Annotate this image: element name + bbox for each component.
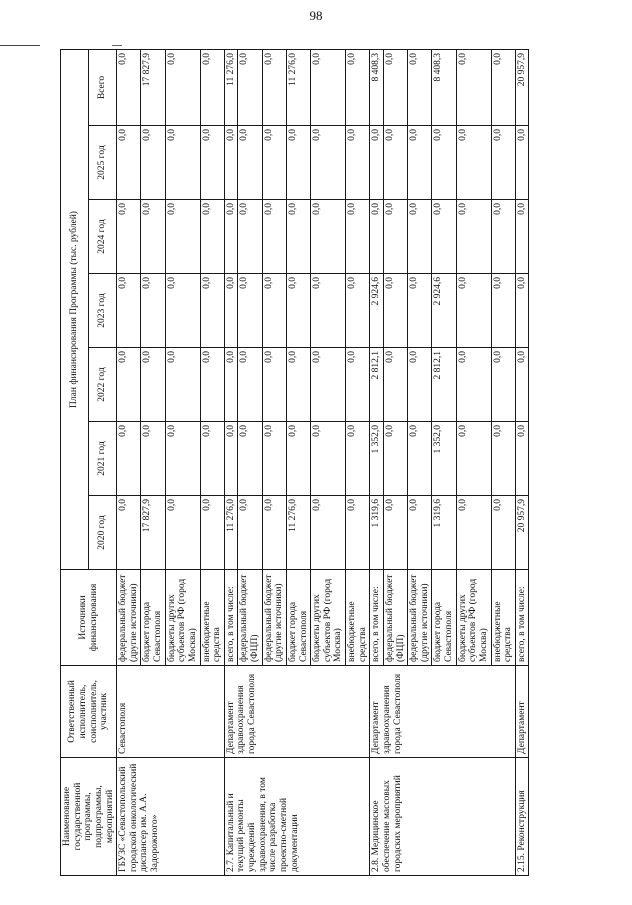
source-cell: федеральный бюджет (ФЦП)	[238, 570, 262, 666]
total-cell: 0,0	[346, 49, 370, 125]
responsible-cell: Департамент	[515, 666, 529, 758]
year-value-cell: 0,0	[238, 200, 262, 274]
year-value-cell: 0,0	[491, 422, 515, 496]
source-cell: всего, в том числе:	[224, 570, 238, 666]
total-cell: 17 827,9	[141, 49, 165, 125]
year-value-cell: 0,0	[200, 200, 224, 274]
year-value-cell: 0,0	[238, 274, 262, 348]
year-value-cell: 0,0	[200, 274, 224, 348]
header-responsible: Ответственный исполнитель, соисполнитель, участник	[61, 666, 117, 758]
event-name-cell: ГБУЗС «Севастопольский городской онкологический диспансер им. А.А. Задорожного»	[117, 758, 225, 876]
year-value-cell: 0,0	[286, 422, 310, 496]
year-value-cell: 2 812,1	[432, 348, 456, 422]
year-value-cell: 0,0	[515, 348, 529, 422]
event-name-cell: 2.15. Реконструкция	[515, 758, 529, 876]
total-cell: 0,0	[383, 49, 407, 125]
year-value-cell: 0,0	[238, 348, 262, 422]
year-value-cell: 0,0	[383, 126, 407, 200]
year-value-cell: 2 924,6	[370, 274, 384, 348]
event-name-cell: 2.7. Капитальный и текущий ремонты учреждений здравоохранения, в том числе разработка проектно-сметной документации	[224, 758, 370, 876]
year-value-cell: 0,0	[491, 274, 515, 348]
year-value-cell: 0,0	[238, 496, 262, 570]
year-value-cell: 0,0	[141, 422, 165, 496]
year-value-cell: 0,0	[117, 422, 141, 496]
header-year: 2022 год	[89, 348, 117, 422]
year-value-cell: 0,0	[262, 126, 286, 200]
year-value-cell: 0,0	[165, 200, 200, 274]
year-value-cell: 1 352,0	[432, 422, 456, 496]
year-value-cell: 0,0	[165, 422, 200, 496]
total-cell: 0,0	[456, 49, 491, 125]
year-value-cell: 0,0	[262, 274, 286, 348]
header-name: Наименование государственной программы, подпрограммы, мероприятий	[61, 758, 117, 876]
source-cell: бюджеты других субъектов РФ (город Москва)	[165, 570, 200, 666]
year-value-cell: 0,0	[117, 496, 141, 570]
total-cell: 0,0	[408, 49, 432, 125]
year-value-cell: 0,0	[491, 126, 515, 200]
total-cell: 0,0	[262, 49, 286, 125]
source-cell: федеральный бюджет (ФЦП)	[383, 570, 407, 666]
year-value-cell: 0,0	[456, 274, 491, 348]
financing-table	[60, 49, 529, 876]
year-value-cell: 0,0	[165, 126, 200, 200]
year-value-cell: 0,0	[370, 200, 384, 274]
year-value-cell: 0,0	[200, 126, 224, 200]
total-cell: 8 408,3	[432, 49, 456, 125]
year-value-cell: 0,0	[456, 496, 491, 570]
total-cell: 8 408,3	[370, 49, 384, 125]
year-value-cell: 17 827,9	[141, 496, 165, 570]
header-total: Всего	[89, 49, 117, 125]
header-year: 2020 год	[89, 496, 117, 570]
header-plan: План финансирования Программы (тыс. рублей)	[61, 49, 89, 569]
year-value-cell: 0,0	[346, 200, 370, 274]
year-value-cell: 0,0	[200, 496, 224, 570]
year-value-cell: 0,0	[408, 348, 432, 422]
year-value-cell: 0,0	[383, 348, 407, 422]
year-value-cell: 11 276,0	[224, 496, 238, 570]
table-body	[117, 49, 529, 875]
year-value-cell: 0,0	[346, 422, 370, 496]
year-value-cell: 0,0	[383, 274, 407, 348]
year-value-cell: 1 319,6	[370, 496, 384, 570]
header-year: 2023 год	[89, 274, 117, 348]
year-value-cell: 0,0	[432, 126, 456, 200]
year-value-cell: 0,0	[286, 200, 310, 274]
year-value-cell: 0,0	[286, 126, 310, 200]
year-value-cell: 0,0	[117, 348, 141, 422]
year-value-cell: 0,0	[346, 126, 370, 200]
event-name-cell: 2.8. Медицинское обеспечение массовых городских мероприятий	[370, 758, 516, 876]
year-value-cell: 0,0	[370, 126, 384, 200]
year-value-cell: 0,0	[311, 422, 346, 496]
scan-mark	[112, 45, 122, 46]
year-value-cell: 1 352,0	[370, 422, 384, 496]
year-value-cell: 0,0	[165, 348, 200, 422]
year-value-cell: 0,0	[311, 496, 346, 570]
year-value-cell: 0,0	[383, 422, 407, 496]
year-value-cell: 0,0	[224, 200, 238, 274]
year-value-cell: 0,0	[515, 126, 529, 200]
year-value-cell: 0,0	[515, 274, 529, 348]
source-cell: федеральный бюджет (другие источники)	[117, 570, 141, 666]
year-value-cell: 0,0	[117, 200, 141, 274]
header-row-1	[61, 49, 89, 875]
year-value-cell: 0,0	[141, 200, 165, 274]
year-value-cell: 0,0	[262, 200, 286, 274]
table-rotation-wrapper	[60, 50, 608, 876]
year-value-cell: 0,0	[346, 496, 370, 570]
table-row	[515, 49, 529, 875]
year-value-cell: 0,0	[432, 200, 456, 274]
year-value-cell: 0,0	[200, 422, 224, 496]
year-value-cell: 0,0	[491, 496, 515, 570]
responsible-cell: Департамент здравоохранения города Севастополя	[370, 666, 516, 758]
year-value-cell: 0,0	[456, 348, 491, 422]
total-cell: 0,0	[200, 49, 224, 125]
year-value-cell: 0,0	[286, 348, 310, 422]
source-cell: внебюджетные средства	[200, 570, 224, 666]
year-value-cell: 0,0	[224, 348, 238, 422]
year-value-cell: 0,0	[311, 348, 346, 422]
year-value-cell: 11 276,0	[286, 496, 310, 570]
total-cell: 11 276,0	[224, 49, 238, 125]
year-value-cell: 0,0	[456, 422, 491, 496]
year-value-cell: 0,0	[408, 200, 432, 274]
total-cell: 0,0	[491, 49, 515, 125]
source-cell: всего, в том числе:	[515, 570, 529, 666]
year-value-cell: 0,0	[383, 200, 407, 274]
source-cell: внебюджетные средства	[346, 570, 370, 666]
year-value-cell: 0,0	[456, 200, 491, 274]
year-value-cell: 0,0	[286, 274, 310, 348]
year-value-cell: 0,0	[262, 496, 286, 570]
source-cell: бюджет города Севастополя	[141, 570, 165, 666]
year-value-cell: 0,0	[238, 422, 262, 496]
header-year: 2021 год	[89, 422, 117, 496]
year-value-cell: 0,0	[224, 422, 238, 496]
year-value-cell: 0,0	[311, 200, 346, 274]
year-value-cell: 0,0	[141, 348, 165, 422]
year-value-cell: 0,0	[408, 422, 432, 496]
header-source: Источники финансирования	[61, 570, 117, 666]
total-cell: 0,0	[238, 49, 262, 125]
year-value-cell: 0,0	[311, 126, 346, 200]
year-value-cell: 1 319,6	[432, 496, 456, 570]
year-value-cell: 0,0	[515, 200, 529, 274]
year-value-cell: 0,0	[491, 200, 515, 274]
year-value-cell: 0,0	[515, 422, 529, 496]
source-cell: бюджеты других субъектов РФ (город Москва)	[311, 570, 346, 666]
source-cell: федеральный бюджет (другие источники)	[408, 570, 432, 666]
responsible-cell: Департамент здравоохранения города Севастополя	[224, 666, 370, 758]
year-value-cell: 20 957,9	[515, 496, 529, 570]
year-value-cell: 0,0	[262, 348, 286, 422]
year-value-cell: 0,0	[262, 422, 286, 496]
source-cell: бюджет города Севастополя	[432, 570, 456, 666]
table-row	[370, 49, 384, 875]
total-cell: 20 957,9	[515, 49, 529, 125]
year-value-cell: 0,0	[165, 274, 200, 348]
responsible-cell: Севастополя	[117, 666, 225, 758]
table-row	[224, 49, 238, 875]
year-value-cell: 0,0	[408, 496, 432, 570]
year-value-cell: 2 924,6	[432, 274, 456, 348]
year-value-cell: 0,0	[408, 126, 432, 200]
total-cell: 0,0	[311, 49, 346, 125]
year-value-cell: 0,0	[224, 274, 238, 348]
source-cell: внебюджетные средства	[491, 570, 515, 666]
total-cell: 0,0	[165, 49, 200, 125]
total-cell: 11 276,0	[286, 49, 310, 125]
header-year: 2024 год	[89, 200, 117, 274]
year-value-cell: 0,0	[491, 348, 515, 422]
year-value-cell: 0,0	[408, 274, 432, 348]
total-cell: 0,0	[117, 49, 141, 125]
year-value-cell: 0,0	[456, 126, 491, 200]
year-value-cell: 0,0	[311, 274, 346, 348]
scan-mark	[0, 45, 40, 46]
year-value-cell: 0,0	[117, 126, 141, 200]
year-value-cell: 0,0	[117, 274, 141, 348]
rotated-table-area	[60, 50, 608, 876]
year-value-cell: 0,0	[346, 348, 370, 422]
header-year: 2025 год	[89, 126, 117, 200]
year-value-cell: 0,0	[238, 126, 262, 200]
year-value-cell: 0,0	[141, 274, 165, 348]
table-row	[117, 49, 141, 875]
year-value-cell: 0,0	[224, 126, 238, 200]
year-value-cell: 0,0	[165, 496, 200, 570]
year-value-cell: 0,0	[200, 348, 224, 422]
page-number: 98	[309, 8, 323, 23]
year-value-cell: 2 812,1	[370, 348, 384, 422]
year-value-cell: 0,0	[346, 274, 370, 348]
source-cell: федеральный бюджет (другие источники)	[262, 570, 286, 666]
source-cell: бюджет города Севастополя	[286, 570, 310, 666]
year-value-cell: 0,0	[383, 496, 407, 570]
source-cell: бюджеты других субъектов РФ (город Москва)	[456, 570, 491, 666]
year-value-cell: 0,0	[141, 126, 165, 200]
source-cell: всего, в том числе:	[370, 570, 384, 666]
